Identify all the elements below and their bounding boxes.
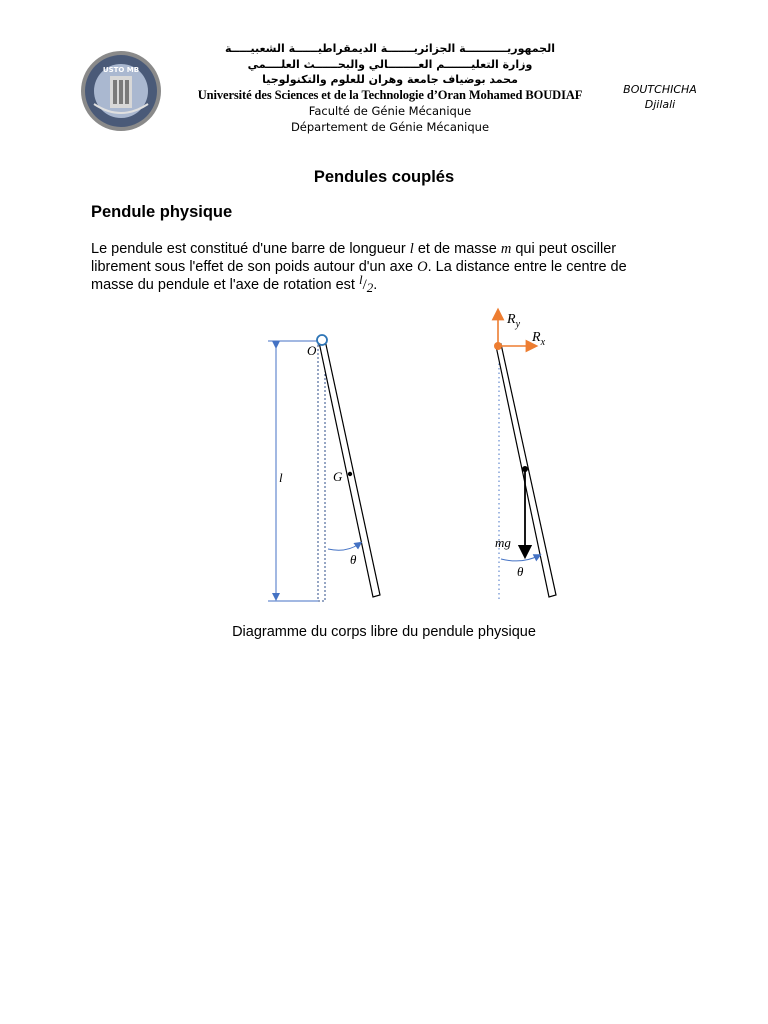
center-of-mass-G	[348, 472, 352, 476]
document-title: Pendules couplés	[313, 168, 455, 186]
author-first-name: Djilali	[644, 98, 676, 111]
right-free-body	[494, 312, 556, 600]
var-m: m	[500, 241, 512, 257]
label-Rx: $R_x$	[532, 330, 546, 348]
pivot-O	[317, 335, 327, 345]
author-last-name: BOUTCHICHA	[623, 83, 697, 96]
paragraph-line-2: librement sous l'effet de son poids autour d'un axe O. La distance entre le centre de	[91, 259, 627, 275]
free-body-diagram	[250, 300, 570, 610]
label-theta-right: θ	[517, 564, 524, 579]
header-university-arabic: محمد بوضياف جامعة وهران للعلوم والتكنولوجيا	[262, 73, 518, 86]
description-paragraph	[91, 240, 691, 294]
label-O: O	[307, 343, 317, 358]
header-faculty: Faculté de Génie Mécanique	[308, 104, 472, 118]
logo-text: USTO MB	[102, 66, 140, 74]
label-G: G	[333, 469, 343, 484]
header-university: Université des Sciences et de la Technologie d’Oran Mohamed BOUDIAF	[197, 88, 583, 102]
figure-caption: Diagramme du corps libre du pendule physique	[232, 624, 536, 640]
fraction-l-over-2: l/2	[358, 272, 374, 295]
header-department: Département de Génie Mécanique	[290, 120, 490, 134]
university-logo	[80, 50, 162, 132]
theta-arc-right	[501, 556, 538, 561]
label-Ry: $R_y$	[507, 312, 521, 330]
header-ministry-arabic: وزارة التعليـــــــم العــــــــالي والبحــــــث العلــــمي	[247, 58, 533, 71]
vertical-reference-outline	[318, 345, 325, 601]
label-mg: mg	[495, 535, 511, 550]
var-l: l	[409, 241, 414, 257]
theta-arc-left	[328, 544, 359, 550]
var-O: O	[417, 259, 428, 275]
label-theta-left: θ	[350, 552, 357, 567]
section-title: Pendule physique	[91, 203, 233, 221]
header-republic-arabic: الجمهوريـــــــــــة الجزائريـــــــة الديمقراطيــــــة الشعبيـــــة	[225, 42, 555, 55]
label-l: l	[279, 470, 283, 485]
paragraph-line-3: masse du pendule et l'axe de rotation est l/2.	[91, 272, 378, 295]
paragraph-line-1: Le pendule est constitué d'une barre de longueur l et de masse m qui peut osciller	[91, 241, 617, 257]
left-pendulum	[268, 335, 380, 601]
author-name	[600, 82, 720, 112]
pivot-right	[494, 342, 502, 350]
